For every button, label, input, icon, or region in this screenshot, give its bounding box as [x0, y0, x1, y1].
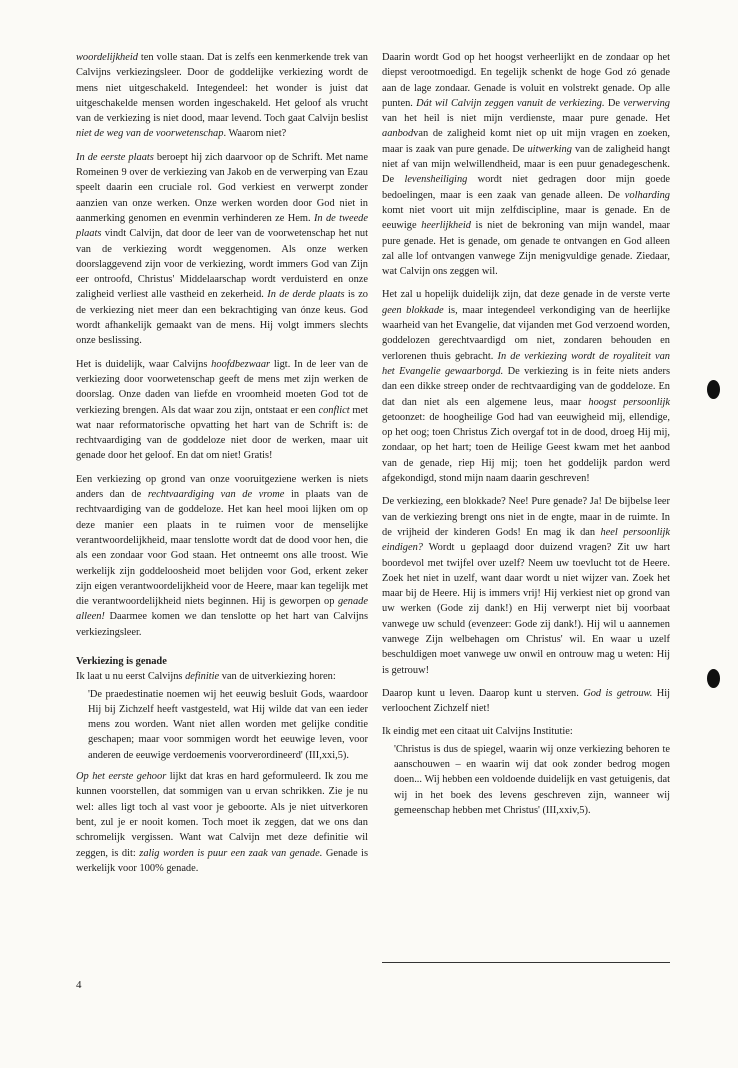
emphasis: In de verkiezing wordt de royaliteit van het Evangelie gewaarborgd.	[382, 350, 670, 377]
binder-hole	[707, 380, 720, 399]
text-run: . Waarom niet?	[223, 128, 287, 140]
text-run: Het is duidelijk, waar Calvijns	[76, 358, 212, 370]
emphasis: genade alleen!	[76, 596, 368, 623]
emphasis: geen blokkade	[382, 304, 444, 316]
paragraph	[382, 724, 670, 739]
text-run: vindt Calvijn, dat door de leer van de voorwetenschap het nut van de verkiezing wordt weggenomen. Als onze werken doorslaggevend zijn voor de verkiezing, wordt immers God van Zijn eer ontroofd, Christus' Middelaarschap wordt verduisterd en onze zaligheid verliest alle vastheid en zekerheid.	[76, 228, 368, 301]
right-column	[382, 50, 670, 824]
page-number: 4	[76, 979, 82, 991]
text-run: met wat naar reformatorische opvatting het hart van de Schrift is: de rechtvaardiging van de goddeloze niet door de werken, maar uit genade door het geloof. En dat om niet! Gratis!	[76, 404, 369, 462]
text-run: van het heil is niet mijn verdienste, maar pure genade. Het	[382, 113, 670, 125]
text-run: Ik laat u nu eerst Calvijns	[76, 671, 186, 683]
text-run: van de zaligheid hangt niet af van mijn welwillendheid, maar is een puur genadegeschenk. De	[382, 143, 670, 186]
text-run: De	[604, 97, 624, 109]
text-run: is, maar integendeel verkondiging van de heerlijke waarheid van het Evangelie, dat vijanden met God verzoend worden, goddelozen gerechtvaardigd om niet, zondaren behouden en verlorenen thuis gebracht.	[382, 304, 670, 362]
emphasis: heerlijkheid	[421, 220, 471, 232]
emphasis: heel persoonlijk eindigen?	[382, 526, 670, 554]
text-run: is zo de verkiezing niet meer dan een bekrachtiging van ónze keus. God wordt afhankelijk gemaakt van de mens. Hij volgt immers slechts onze beslissing.	[76, 289, 369, 347]
emphasis: uitwerking	[527, 143, 572, 155]
emphasis: hoofdbezwaar	[211, 358, 271, 370]
emphasis: levensheiliging	[404, 174, 468, 186]
left-column	[76, 50, 368, 884]
paragraph	[382, 494, 670, 678]
text-run: De verkiezing, een blokkade? Nee! Pure genade? Ja! De bijbelse leer van de verkiezing brengt ons niet in de engte, maar in de ruimte. In de vrijheid der kinderen Gods! En mag ik dan	[382, 496, 670, 538]
emphasis: verwerving	[623, 97, 670, 109]
text-run: Daarmee komen we dan tenslotte op het hart van Calvijns verkiezingsleer.	[76, 611, 368, 638]
text-run: ligt. In de leer van de verkiezing door voorwetenschap geeft de mens met zijn werken de doorslag. Onze daden van liefde en vroomheid moeten God tot de verkiezing brengen. Als dat waar zou zijn, ontstaat er een	[76, 358, 368, 416]
emphasis: rechtvaardiging van de vrome	[147, 489, 285, 501]
text-run: ten volle staan. Dat is zelfs een kenmerkende trek van Calvijns verkiezingsleer. Door de goddelijke verkiezing wordt de mens niet uitgeschakeld. Integendeel: het wonder is juist dat uitgeschakelde mensen worden ingeschakeld. Het geloof als vrucht van de verkiezing is niet dood, maar levend. Toch gaat Calvijn beslist	[76, 52, 368, 125]
paragraph	[76, 50, 368, 142]
emphasis: Op het eerste gehoor	[76, 771, 167, 783]
text-run: is niet de bekroning van mijn wandel, maar pure genade. Het is genade, om genade te ontvangen en God alleen zal alle lof ontvangen vanwege Zijn menigvuldige genade. Ziedaar, wat Calvijn ons zeggen wil.	[382, 220, 671, 278]
paragraph	[76, 357, 368, 464]
text-run: De verkiezing is in feite niets anders dan een dikke streep onder de rechtvaardiging van de goddeloze. En dat dan niet als een algemene leus, maar	[382, 365, 670, 408]
text-run: Ik eindig met een citaat uit Calvijns Institutie:	[382, 726, 573, 738]
section-heading: Verkiezing is genade	[76, 655, 167, 667]
text-run: Wordt u geplaagd door duizend vragen? Zit uw hart boordevol met twijfel over uzelf? Neem uw toevlucht tot de Heere. Zoek het niet in uzelf, want daar wordt u niet wijzer van. Zoek het maar bij de Heere. Hij is immers vrij! Hij verkiest niet op grond van uw werken (Gode zij dank!) en Hij verwerpt niet bij voorbaat vanwege uw schuld (evenzeer: Gode zij dank!). Hij wil u aannemen vanwege Zijn welbehagen om Christus' wil. En waar u uzelf beschuldigen moet vanwege uw onwil en ontrouw mag u weten: Hij is getrouw!	[382, 542, 670, 676]
emphasis: volharding	[624, 189, 670, 201]
paragraph	[382, 287, 670, 486]
emphasis: In de derde plaats	[267, 289, 345, 301]
emphasis: definitie	[185, 671, 220, 683]
text-run: Daarop kunt u leven. Daarop kunt u sterven.	[382, 687, 584, 699]
quotation: 'De praedestinatie noemen wij het eeuwig besluit Gods, waardoor Hij bij Zichzelf heeft vastgesteld, wat Hij wilde dat van een ieder mens zou worden. Want niet allen worden met gelijke conditie geschapen; maar voor sommigen wordt het eeuwige leven, voor anderen de eeuwige verdoemenis voorverordineerd' (III,xxi,5).	[88, 688, 368, 761]
paragraph	[76, 769, 368, 876]
text-run: Genade is werkelijk voor 100% genade.	[76, 847, 368, 874]
emphasis: God is getrouw.	[583, 687, 653, 699]
emphasis: niet de weg van de voorwetenschap	[76, 128, 224, 140]
text-run: in plaats van de rechtvaardiging van de goddeloze. Het kan heel mooi lijken om op deze manier een plaats in te ruimen voor de menselijke verantwoordelijkheid, maar tenslotte wordt dat de dood voor hen, die als een zondaar voor God staan. Het ontneemt ons alle troost. Wie werkelijk zijn goddeloosheid moet belijden voor God, erkent zeker zijn eigen verantwoordelijkheid voor de Heere, maar kan tegelijk met die verantwoordelijkheid niets beginnen. Hij is geworpen op	[76, 489, 368, 608]
quotation: 'Christus is dus de spiegel, waarin wij onze verkiezing behoren te aanschouwen – en waarin wij dat ook zonder bedrog mogen doen... Wij hebben een voldoende duidelijk en vast getuigenis, dat wij in het boek des levens geschreven zijn, wanneer wij gemeenschap hebben met Christus' (III,xxiv,5).	[394, 743, 670, 816]
emphasis: aanbod	[382, 128, 414, 140]
text-run: komt niet voort uit mijn zelfdiscipline, maar is genade. En de eeuwige	[382, 204, 670, 232]
emphasis: In de eerste plaats	[76, 151, 154, 163]
paragraph	[76, 472, 368, 640]
emphasis: woordelijkheid	[76, 52, 138, 63]
text-run: wordt niet gedragen door mijn goede bedoelingen, maar is een zaak van genade alleen. De	[382, 174, 670, 201]
text-run: beroept hij zich daarvoor op de Schrift. Met name Romeinen 9 over de verkiezing van Jakob en de verwerping van Ezau speelt daarin een cruciale rol. God verkiest en verwerpt zonder aanzien van onze werken. Onze werken worden door God niet in aanmerking genomen en evenmin verhinderen ze Hem.	[76, 151, 368, 224]
emphasis: zalig worden is puur een zaak van genade.	[139, 847, 323, 859]
text-run: van de uitverkiezing horen:	[219, 671, 336, 683]
emphasis: Dát wil Calvijn zeggen vanuit de verkiezing.	[416, 97, 605, 109]
paragraph	[382, 686, 670, 717]
text-run: van de zaligheid komt niet op uit mijn vragen en zoeken, maar is zaak van pure genade. De	[382, 128, 670, 155]
text-run: Een verkiezing op grond van onze vooruitgeziene werken is niets anders dan de	[76, 473, 368, 501]
end-rule	[382, 962, 670, 963]
text-run: Het zal u hopelijk duidelijk zijn, dat deze genade in de verste verte	[382, 289, 670, 301]
emphasis: hoogst persoonlijk	[588, 396, 670, 408]
text-run: Daarin wordt God op het hoogst verheerlijkt en de zondaar op het diepst verootmoedigd. En tegelijk schenkt de hoge God zó genade aan de lage zondaar. Genade is voluit en volstrekt genade. Op alle punten.	[382, 52, 670, 109]
emphasis: conflict	[318, 404, 350, 416]
text-run: lijkt dat kras en hard geformuleerd. Ik zou me kunnen voorstellen, dat sommigen van u ervan schrikken. Zie je nu wel: alles ligt toch al vast voor je geboorte. Als je niet uitverkoren bent, zul je er nooit komen. Toch moet ik zeggen, dat we ons dan schromelijk vergissen. Want wat Calvijn met deze definitie wil zeggen, is dit:	[76, 771, 368, 859]
text-run: Hij verloochent Zichzelf niet!	[382, 687, 670, 715]
emphasis: In de tweede plaats	[76, 212, 368, 240]
paragraph	[382, 50, 670, 279]
text-run: getoonzet: de hoogheilige God had van eeuwigheid mij, ellendige, op het oog; toen Christus Zich overgaf tot in de dood, droeg Hij mij, zondaar, op het hart; toen de Heilige Geest kwam met het aanbod van de genade, riep Hij mij; toen het goddelijk pardon werd afgekondigd, stond mijn naam daarin geschreven!	[382, 411, 670, 485]
binder-hole	[707, 669, 720, 688]
paragraph	[76, 150, 368, 349]
paragraph	[76, 669, 368, 684]
